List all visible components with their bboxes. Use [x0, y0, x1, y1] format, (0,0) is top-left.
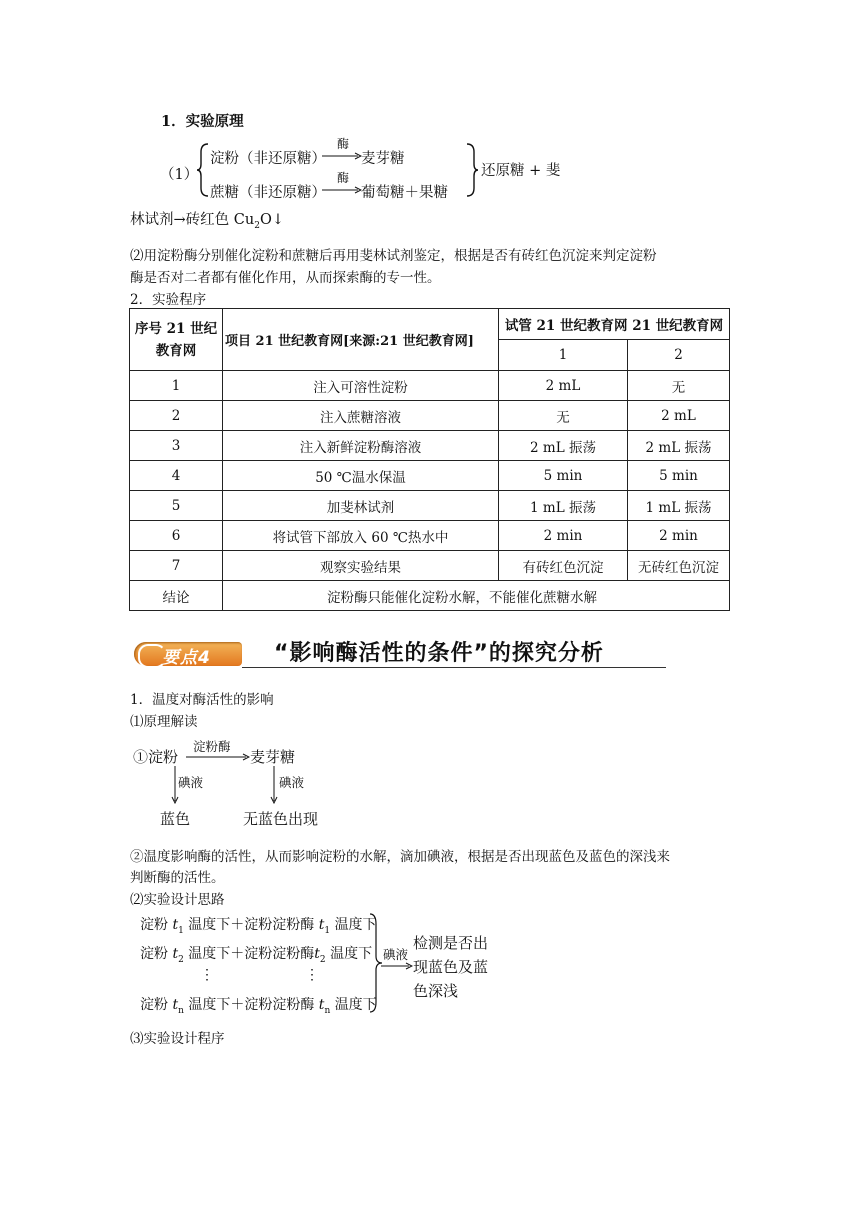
temp-symbol: t: [318, 917, 325, 933]
key-point-badge: [134, 642, 242, 666]
design-result-line1: 检测是否出: [413, 934, 489, 952]
key-point-banner: [134, 636, 666, 670]
subheading-design: ⑵实验设计思路: [130, 892, 225, 908]
cell-tube-1: 有砖红色沉淀: [499, 551, 628, 581]
plus-sign: ＋: [230, 946, 245, 962]
diagram-reagent-2: 碘液: [279, 775, 305, 790]
cell-tube-1: 无: [499, 401, 628, 431]
design-result-line2: 现蓝色及蓝: [413, 958, 489, 976]
table-row: [130, 371, 730, 401]
cell-item: 加斐林试剂: [223, 491, 499, 521]
table-row: [130, 521, 730, 551]
temp-suffix: 温度下: [330, 946, 373, 962]
header-tube-1: 1: [499, 340, 628, 371]
header-item: 项目 21 世纪教育网[来源:21 世纪教育网]: [223, 309, 499, 371]
subscript: 2: [254, 220, 260, 231]
arrow-icon: [381, 962, 413, 970]
diagram-enzyme: 淀粉酶: [193, 739, 231, 754]
vertical-dots: ⋮: [305, 967, 319, 983]
plus-sign: ＋: [230, 997, 245, 1013]
cell-tube-2: 2 mL 振荡: [628, 431, 730, 461]
cell-tube-2: 无砖红色沉淀: [628, 551, 730, 581]
cell-number: 3: [130, 431, 223, 461]
diagram-reagent-1: 碘液: [178, 775, 204, 790]
banner-underline: [242, 667, 666, 668]
temp-suffix: 温度下: [334, 997, 377, 1013]
cell-item: 观察实验结果: [223, 551, 499, 581]
section-heading-temperature: 1．温度对酶活性的影响: [130, 692, 274, 708]
cell-item: 将试管下部放入 60 ℃热水中: [223, 521, 499, 551]
enzyme-label: 淀粉酶: [272, 917, 315, 933]
starch-label: 淀粉: [244, 946, 273, 962]
cell-tube-1: 2 mL: [499, 371, 628, 401]
temp-symbol: t: [318, 997, 325, 1013]
equation-2-left: 蔗糖（非还原糖）: [210, 185, 326, 201]
temp-index: 2: [178, 954, 184, 965]
cell-tube-2: 2 mL: [628, 401, 730, 431]
table-header-row: [130, 309, 730, 340]
header-number-line1: 序号 21 世纪: [134, 320, 218, 337]
conclusion-row: [130, 581, 730, 611]
table-row: [130, 551, 730, 581]
equation-1-left: 淀粉（非还原糖）: [210, 151, 326, 167]
equation-result: 还原糖 + 斐: [481, 163, 561, 179]
temp-index: 1: [324, 925, 331, 936]
procedure-table: [129, 308, 730, 611]
cell-tube-1: 5 min: [499, 461, 628, 491]
design-row-2: [140, 943, 372, 965]
enzyme-label: 淀粉酶: [272, 946, 315, 962]
plus-sign: ＋: [230, 917, 245, 933]
subheading-procedure: ⑶实验设计程序: [130, 1031, 225, 1047]
design-reagent: 碘液: [383, 947, 409, 962]
starch-label: 淀粉: [140, 917, 168, 933]
cell-item: 注入新鲜淀粉酶溶液: [223, 431, 499, 461]
starch-label: 淀粉: [244, 997, 273, 1013]
temp-symbol: t: [172, 997, 179, 1013]
cell-tube-1: 2 min: [499, 521, 628, 551]
equation-2-enzyme: 酶: [337, 171, 350, 185]
enzyme-label: 淀粉酶: [272, 997, 315, 1013]
diagram-product: 麦芽糖: [250, 748, 296, 766]
conclusion-label: 结论: [130, 581, 223, 611]
cell-tube-1: 2 mL 振荡: [499, 431, 628, 461]
header-tube-2: 2: [628, 340, 730, 371]
diagram-result-1: 蓝色: [160, 810, 191, 828]
banner-title: “影响酶活性的条件”的探究分析: [274, 641, 604, 666]
table-row: [130, 401, 730, 431]
cell-item: 注入可溶性淀粉: [223, 371, 499, 401]
table-row: [130, 431, 730, 461]
temp-symbol: t: [172, 917, 179, 933]
temp-index: n: [178, 1005, 184, 1016]
temp-index: 1: [178, 925, 184, 936]
temp-index: 2: [319, 954, 326, 965]
temp-symbol: t: [314, 946, 320, 962]
cell-item: 50 ℃温水保温: [223, 461, 499, 491]
cell-tube-2: 1 mL 振荡: [628, 491, 730, 521]
subheading-principle: ⑴原理解读: [130, 714, 198, 730]
temp-index: n: [324, 1005, 331, 1016]
starch-label: 淀粉: [140, 997, 168, 1013]
cell-number: 5: [130, 491, 223, 521]
arrow-icon: [186, 753, 250, 761]
conclusion-text: 淀粉酶只能催化淀粉水解，不能催化蔗糖水解: [223, 581, 730, 611]
arrow-icon: [322, 186, 362, 194]
cell-number: 1: [130, 371, 223, 401]
equation-number: （1）: [160, 167, 199, 183]
section-heading-principle: 1．实验原理: [161, 113, 244, 130]
cell-number: 7: [130, 551, 223, 581]
design-result-line3: 色深浅: [413, 982, 459, 1000]
cell-tube-2: 无: [628, 371, 730, 401]
badge-label: 要点4: [162, 648, 211, 668]
diagram-result-2: 无蓝色出现: [243, 810, 319, 828]
cell-item: 注入蔗糖溶液: [223, 401, 499, 431]
equation-2-right: 葡萄糖＋果糖: [361, 185, 448, 201]
design-row-n: [140, 994, 377, 1016]
vertical-dots: ⋮: [200, 967, 214, 983]
temp-suffix: 温度下: [334, 917, 377, 933]
header-number: [130, 309, 223, 371]
paragraph-line: 判断酶的活性。: [130, 870, 225, 886]
cell-tube-2: 5 min: [628, 461, 730, 491]
temp-suffix: 温度下: [188, 997, 231, 1013]
header-number-line2: 教育网: [155, 342, 197, 359]
cell-tube-1: 1 mL 振荡: [499, 491, 628, 521]
table-row: [130, 491, 730, 521]
temp-suffix: 温度下: [188, 946, 231, 962]
paragraph-line: 酶是否对二者都有催化作用，从而探索酶的专一性。: [130, 270, 441, 286]
diagram-start: ①淀粉: [133, 748, 179, 766]
table-row: [130, 461, 730, 491]
right-brace-icon: [465, 142, 479, 198]
equation-continuation: [130, 208, 284, 231]
left-brace-icon: [196, 142, 210, 198]
paragraph-line: ②温度影响酶的活性，从而影响淀粉的水解，滴加碘液，根据是否出现蓝色及蓝色的深浅来: [130, 849, 670, 865]
arrow-icon: [322, 152, 362, 160]
equation-1-enzyme: 酶: [337, 137, 350, 151]
starch-label: 淀粉: [244, 917, 273, 933]
section-heading-procedure: 2．实验程序: [130, 292, 207, 308]
cell-number: 4: [130, 461, 223, 491]
cell-tube-2: 2 min: [628, 521, 730, 551]
cell-number: 6: [130, 521, 223, 551]
paragraph-line: ⑵用淀粉酶分别催化淀粉和蔗糖后再用斐林试剂鉴定，根据是否有砖红色沉淀来判定淀粉: [130, 248, 657, 264]
equation-1-right: 麦芽糖: [361, 151, 405, 167]
temp-symbol: t: [172, 946, 179, 962]
continuation-text-end: O↓: [259, 212, 284, 228]
cell-number: 2: [130, 401, 223, 431]
header-tube: 试管 21 世纪教育网 21 世纪教育网: [499, 309, 730, 340]
temp-suffix: 温度下: [188, 917, 231, 933]
design-row-1: [140, 914, 377, 936]
continuation-text: 林试剂→砖红色 Cu: [130, 212, 255, 228]
starch-label: 淀粉: [140, 946, 168, 962]
down-arrow-icon: [269, 766, 279, 804]
